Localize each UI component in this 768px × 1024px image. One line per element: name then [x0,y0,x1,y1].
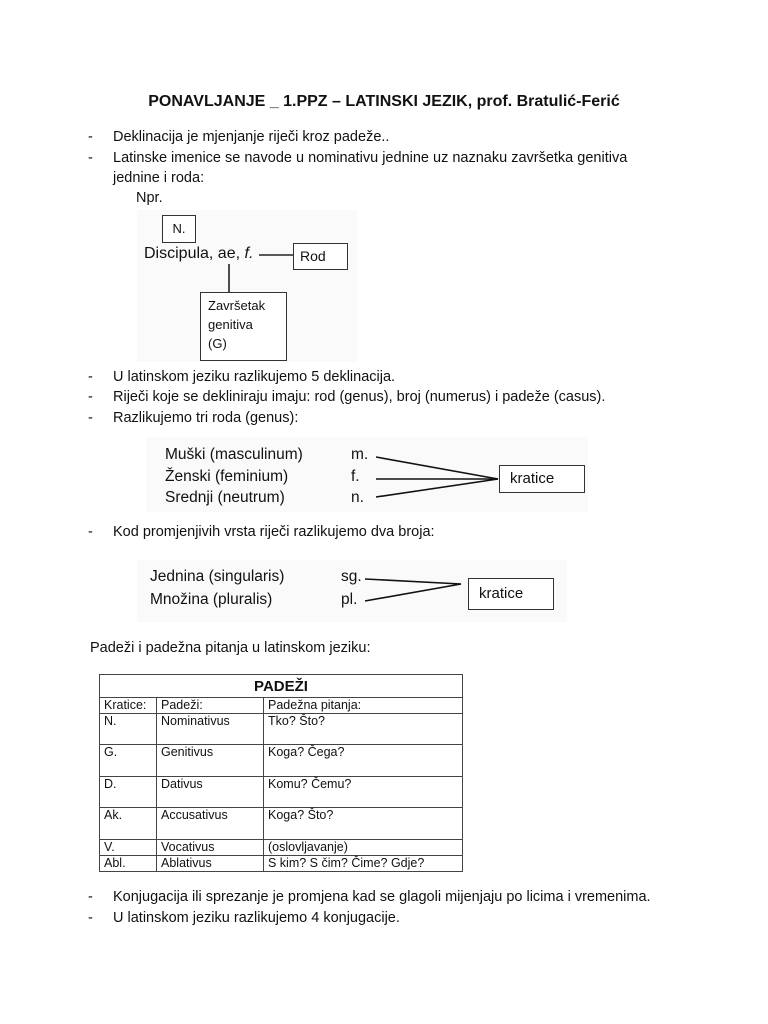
gender-abbrev-box-label: kratice [510,470,555,487]
genitive-label-line-2: genitiva [208,317,253,332]
example-noun-gender: f. [244,245,254,262]
numbers-figure [137,560,567,622]
table-title-row [100,675,463,698]
table-row [100,745,463,777]
abbrev-singular: sg. [341,568,362,585]
bullet-marker: - [88,410,93,426]
nominative-label-box [162,215,196,243]
bullet-marker: - [88,910,93,926]
table-row [100,777,463,808]
abbrev-masculine: m. [351,446,369,463]
case-name: Nominativus [157,714,264,745]
number-plural: Množina (pluralis) [150,591,273,608]
table-row [100,840,463,856]
bullet-marker: - [88,150,93,166]
cases-intro: Padeži i padežna pitanja u latinskom jeziku: [90,640,371,656]
genitive-label-line-1: Završetak [208,298,266,313]
example-noun [144,245,253,263]
bullet-text: Kod promjenjivih vrsta riječi razlikujemo dva broja: [113,524,435,540]
bullet-marker: - [88,129,93,145]
gender-label-box [293,243,348,270]
bullet-text: U latinskom jeziku razlikujemo 5 deklinacija. [113,369,396,385]
gender-label: Rod [300,248,326,264]
case-question: Koga? Što? [264,808,463,840]
case-abbrev: D. [100,777,157,808]
bullet-marker: - [88,889,93,905]
case-abbrev: G. [100,745,157,777]
bullet-text: Deklinacija je mjenjanje riječi kroz padeže.. [113,129,390,145]
case-abbrev: V. [100,840,157,856]
header-abbrev: Kratice: [100,698,157,714]
case-abbrev: Ak. [100,808,157,840]
case-question: Komu? Čemu? [264,777,463,808]
case-name: Ablativus [157,856,264,872]
bullet-marker: - [88,524,93,540]
bullet-marker: - [88,369,93,385]
table-row [100,714,463,745]
page-title: PONAVLJANJE _ 1.PPZ – LATINSKI JEZIK, prof. Bratulić-Ferić [148,93,620,110]
bullet-text: Latinske imenice se navode u nominativu jednine uz naznaku završetka genitiva [113,150,628,166]
abbrev-neuter: n. [351,489,364,506]
number-abbrev-box [468,578,554,610]
table-header-row [100,698,463,714]
case-abbrev: Abl. [100,856,157,872]
gender-masculine: Muški (masculinum) [165,446,303,463]
case-question: S kim? S čim? Čime? Gdje? [264,856,463,872]
case-question: Koga? Čega? [264,745,463,777]
gender-abbrev-box [499,465,585,493]
bullet-marker: - [88,389,93,405]
case-abbrev: N. [100,714,157,745]
bullet-text: U latinskom jeziku razlikujemo 4 konjugacije. [113,910,400,926]
abbrev-plural: pl. [341,591,358,608]
nominative-label: N. [172,221,186,236]
case-name: Genitivus [157,745,264,777]
header-case: Padeži: [157,698,264,714]
header-question: Padežna pitanja: [264,698,463,714]
bullet-text: Riječi koje se dekliniraju imaju: rod (genus), broj (numerus) i padeže (casus). [113,389,606,405]
gender-feminine: Ženski (feminium) [165,468,289,485]
case-question: (oslovljavanje) [264,840,463,856]
table-row [100,856,463,872]
bullet-noun-citation-continued: jednine i roda: [113,170,205,186]
table-row [100,808,463,840]
table-title: PADEŽI [100,675,463,698]
number-abbrev-box-label: kratice [479,585,524,602]
example-noun-text: Discipula, ae, [144,245,245,262]
noun-example-diagram [137,210,357,362]
genders-figure [146,437,588,512]
genitive-label-line-3: (G) [208,336,227,351]
example-label: Npr. [136,190,163,206]
gender-neuter: Srednji (neutrum) [165,489,285,506]
abbrev-feminine: f. [351,468,360,485]
case-question: Tko? Što? [264,714,463,745]
genitive-ending-box [200,292,287,361]
case-name: Accusativus [157,808,264,840]
number-singular: Jednina (singularis) [150,568,285,585]
case-name: Dativus [157,777,264,808]
case-name: Vocativus [157,840,264,856]
bullet-text: Razlikujemo tri roda (genus): [113,410,299,426]
cases-table [99,674,463,872]
bullet-text: Konjugacija ili sprezanje je promjena kad se glagoli mijenjaju po licima i vremenima. [113,889,651,905]
